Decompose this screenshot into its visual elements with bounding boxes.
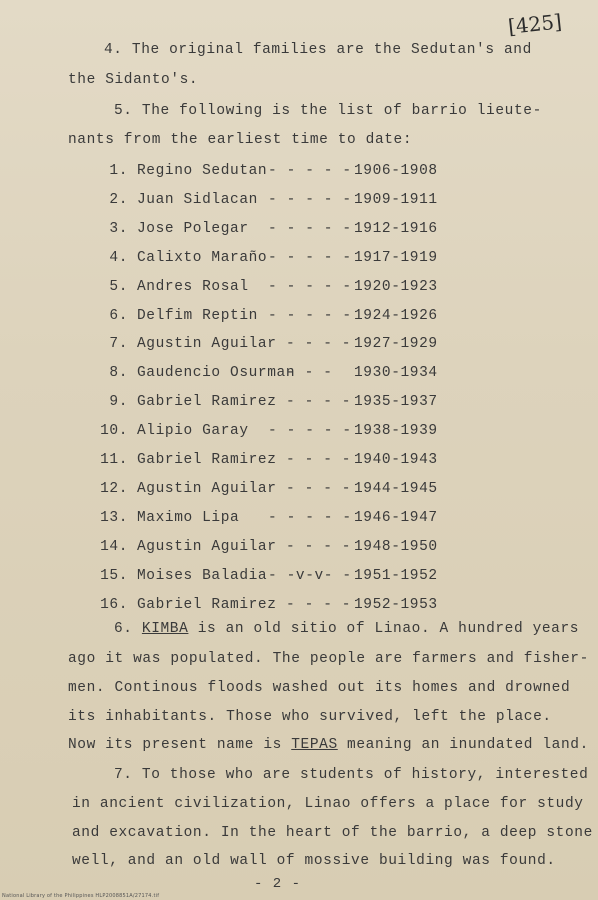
lieutenant-name: Calixto Maraño: [137, 250, 268, 266]
lieutenant-number: 7.: [109, 336, 128, 352]
lieutenant-name: Agustin Aguilar: [137, 336, 277, 352]
lieutenant-dashes: - - - -: [286, 394, 352, 410]
lieutenant-years: 1938-1939: [354, 423, 438, 439]
para4-line2: the Sidanto's.: [68, 72, 199, 88]
lieutenant-dashes: - - - - -: [268, 423, 352, 439]
lieutenant-name: Andres Rosal: [137, 279, 249, 295]
lieutenant-dashes: - - - -: [286, 539, 352, 555]
handwritten-page-annotation: [425]: [506, 9, 563, 39]
tepas-term: TEPAS: [291, 737, 338, 753]
lieutenant-years: 1930-1934: [354, 365, 438, 381]
lieutenant-number: 14.: [100, 539, 128, 555]
lieutenant-number: 1.: [109, 163, 128, 179]
lieutenant-name: Alipio Garay: [137, 423, 249, 439]
para5-line1: 5. The following is the list of barrio lieute-: [114, 103, 542, 119]
lieutenant-number: 4.: [109, 250, 128, 266]
para6-prefix: 6.: [114, 621, 142, 637]
lieutenant-dashes: - - - - -: [268, 279, 352, 295]
para6-line5: [68, 737, 589, 753]
lieutenant-number: 16.: [100, 597, 128, 613]
lieutenant-years: 1940-1943: [354, 452, 438, 468]
lieutenant-years: 1944-1945: [354, 481, 438, 497]
lieutenant-name: Regino Sedutan: [137, 163, 268, 179]
para6-line2: ago it was populated. The people are farmers and fisher-: [68, 651, 589, 667]
lieutenant-dashes: - - - - -: [268, 308, 352, 324]
lieutenant-dashes: - - -: [286, 365, 333, 381]
kimba-term: KIMBA: [141, 621, 189, 637]
lieutenant-dashes: - - - - -: [268, 250, 352, 266]
lieutenant-dashes: - - - -: [286, 481, 352, 497]
lieutenant-years: 1924-1926: [354, 308, 438, 324]
lieutenant-number: 13.: [100, 510, 128, 526]
lieutenant-years: 1935-1937: [354, 394, 438, 410]
lieutenant-dashes: - - - -: [286, 597, 352, 613]
para4-line1: 4. The original families are the Sedutan's and: [104, 42, 532, 58]
para7-line1: 7. To those who are students of history, interested: [114, 767, 589, 783]
lieutenant-dashes: - - - -: [286, 336, 352, 352]
lieutenant-number: 5.: [109, 279, 128, 295]
lieutenant-name: Juan Sidlacan: [137, 192, 258, 208]
lieutenant-years: 1920-1923: [354, 279, 438, 295]
lieutenant-number: 12.: [100, 481, 128, 497]
lieutenant-number: 3.: [109, 221, 128, 237]
lieutenant-dashes: - - - - -: [268, 163, 352, 179]
lieutenant-number: 6.: [109, 308, 128, 324]
lieutenant-years: 1917-1919: [354, 250, 438, 266]
lieutenant-number: 15.: [100, 568, 128, 584]
lieutenant-number: 2.: [109, 192, 128, 208]
lieutenant-number: 11.: [100, 452, 128, 468]
lieutenant-number: 10.: [100, 423, 128, 439]
lieutenant-name: Agustin Aguilar: [137, 539, 277, 555]
para7-line2: in ancient civilization, Linao offers a place for study: [72, 796, 584, 812]
lieutenant-dashes: - - - - -: [268, 510, 352, 526]
lieutenant-dashes: - -v-v- -: [268, 568, 352, 584]
page-number: - 2 -: [254, 876, 302, 892]
lieutenant-name: Maximo Lipa: [137, 510, 240, 526]
lieutenant-name: Delfim Reptin: [137, 308, 258, 324]
lieutenant-years: 1946-1947: [354, 510, 438, 526]
lieutenant-years: 1948-1950: [354, 539, 438, 555]
lieutenant-dashes: - - - -: [286, 452, 352, 468]
lieutenant-name: Gaudencio Osurman: [137, 365, 296, 381]
para6-line1-rest: is an old sitio of Linao. A hundred years: [188, 621, 580, 637]
para5-line2: nants from the earliest time to date:: [68, 132, 413, 148]
lieutenant-number: 8.: [109, 365, 128, 381]
lieutenant-name: Gabriel Ramirez: [137, 394, 277, 410]
lieutenant-dashes: - - - - -: [268, 221, 352, 237]
para6-line4: its inhabitants. Those who survived, left the place.: [68, 709, 552, 725]
lieutenant-years: 1912-1916: [354, 221, 438, 237]
lieutenant-name: Moises Baladia: [137, 568, 268, 584]
lieutenant-years: 1909-1911: [354, 192, 438, 208]
para6-line1: [114, 621, 579, 637]
para6-line5-b: meaning an inundated land.: [337, 737, 589, 753]
lieutenant-dashes: - - - - -: [268, 192, 352, 208]
lieutenant-years: 1952-1953: [354, 597, 438, 613]
para6-line5-a: Now its present name is: [68, 737, 292, 753]
para6-line3: men. Continous floods washed out its homes and drowned: [68, 680, 571, 696]
lieutenant-name: Jose Polegar: [137, 221, 249, 237]
para7-line3: and excavation. In the heart of the barrio, a deep stone: [72, 825, 593, 841]
archive-footer: National Library of the Philippines HLP2008851A/27174.tif: [2, 893, 160, 899]
lieutenant-years: 1927-1929: [354, 336, 438, 352]
lieutenant-years: 1906-1908: [354, 163, 438, 179]
lieutenant-name: Gabriel Ramirez: [137, 597, 277, 613]
lieutenant-name: Agustin Aguilar: [137, 481, 277, 497]
lieutenant-years: 1951-1952: [354, 568, 438, 584]
lieutenant-number: 9.: [109, 394, 128, 410]
para7-line4: well, and an old wall of mossive building was found.: [72, 853, 556, 869]
lieutenant-name: Gabriel Ramirez: [137, 452, 277, 468]
